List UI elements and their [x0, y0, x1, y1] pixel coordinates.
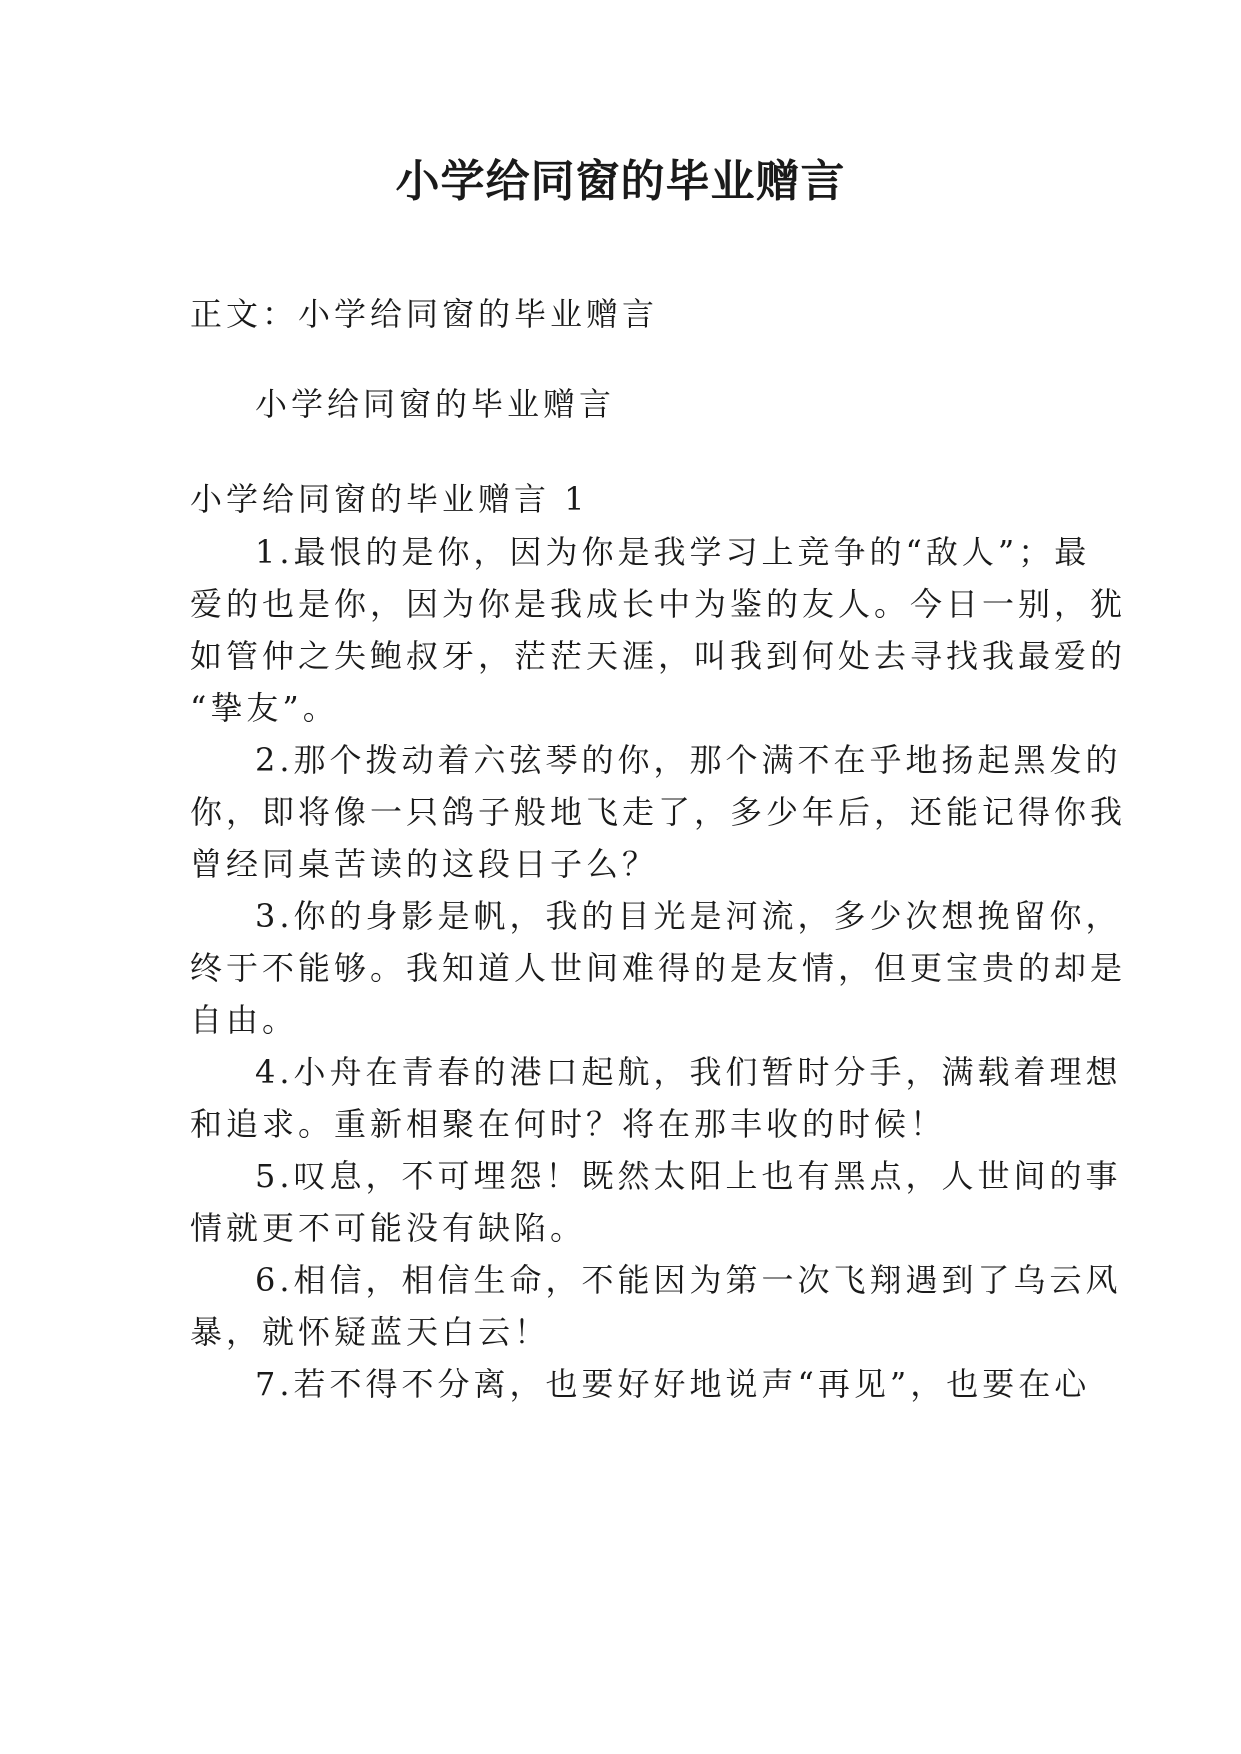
paragraph-line: 爱的也是你，因为你是我成长中为鉴的友人。今日一别，犹: [190, 585, 1127, 623]
label-line-text: 正文：小学给同窗的毕业赠言: [190, 295, 659, 333]
paragraph-line: 4.小舟在青春的港口起航，我们暂时分手，满载着理想: [255, 1053, 1122, 1091]
paragraph-line: 7.若不得不分离，也要好好地说声“再见”，也要在心: [255, 1365, 1091, 1403]
subheading-text: 小学给同窗的毕业赠言: [255, 385, 616, 423]
paragraph-line: 曾经同桌苦读的这段日子么？: [190, 845, 659, 883]
paragraph-line: 情就更不可能没有缺陷。: [190, 1209, 587, 1247]
paragraph-line: 和追求。重新相聚在何时？将在那丰收的时候！: [190, 1105, 947, 1143]
section-title-text: 小学给同窗的毕业赠言 1: [190, 480, 589, 518]
paragraph-line: 如管仲之失鲍叔牙，茫茫天涯，叫我到何处去寻找我最爱的: [190, 637, 1127, 675]
paragraph-line: 5.叹息，不可埋怨！既然太阳上也有黑点，人世间的事: [255, 1157, 1122, 1195]
paragraph-line: 3.你的身影是帆，我的目光是河流，多少次想挽留你，: [255, 897, 1122, 935]
paragraph-line: 终于不能够。我知道人世间难得的是友情，但更宝贵的却是: [190, 949, 1127, 987]
paragraph-line: “挚友”。: [190, 689, 339, 727]
paragraph-line: 1.最恨的是你，因为你是我学习上竞争的“敌人”；最: [255, 533, 1091, 571]
document-title: 小学给同窗的毕业赠言: [395, 156, 846, 207]
paragraph-line: 自由。: [190, 1001, 299, 1039]
paragraph-line: 暴，就怀疑蓝天白云！: [190, 1313, 551, 1351]
paragraph-line: 6.相信，相信生命，不能因为第一次飞翔遇到了乌云风: [255, 1261, 1122, 1299]
paragraph-line: 2.那个拨动着六弦琴的你，那个满不在乎地扬起黑发的: [255, 741, 1122, 779]
paragraph-line: 你，即将像一只鸽子般地飞走了，多少年后，还能记得你我: [190, 793, 1127, 831]
